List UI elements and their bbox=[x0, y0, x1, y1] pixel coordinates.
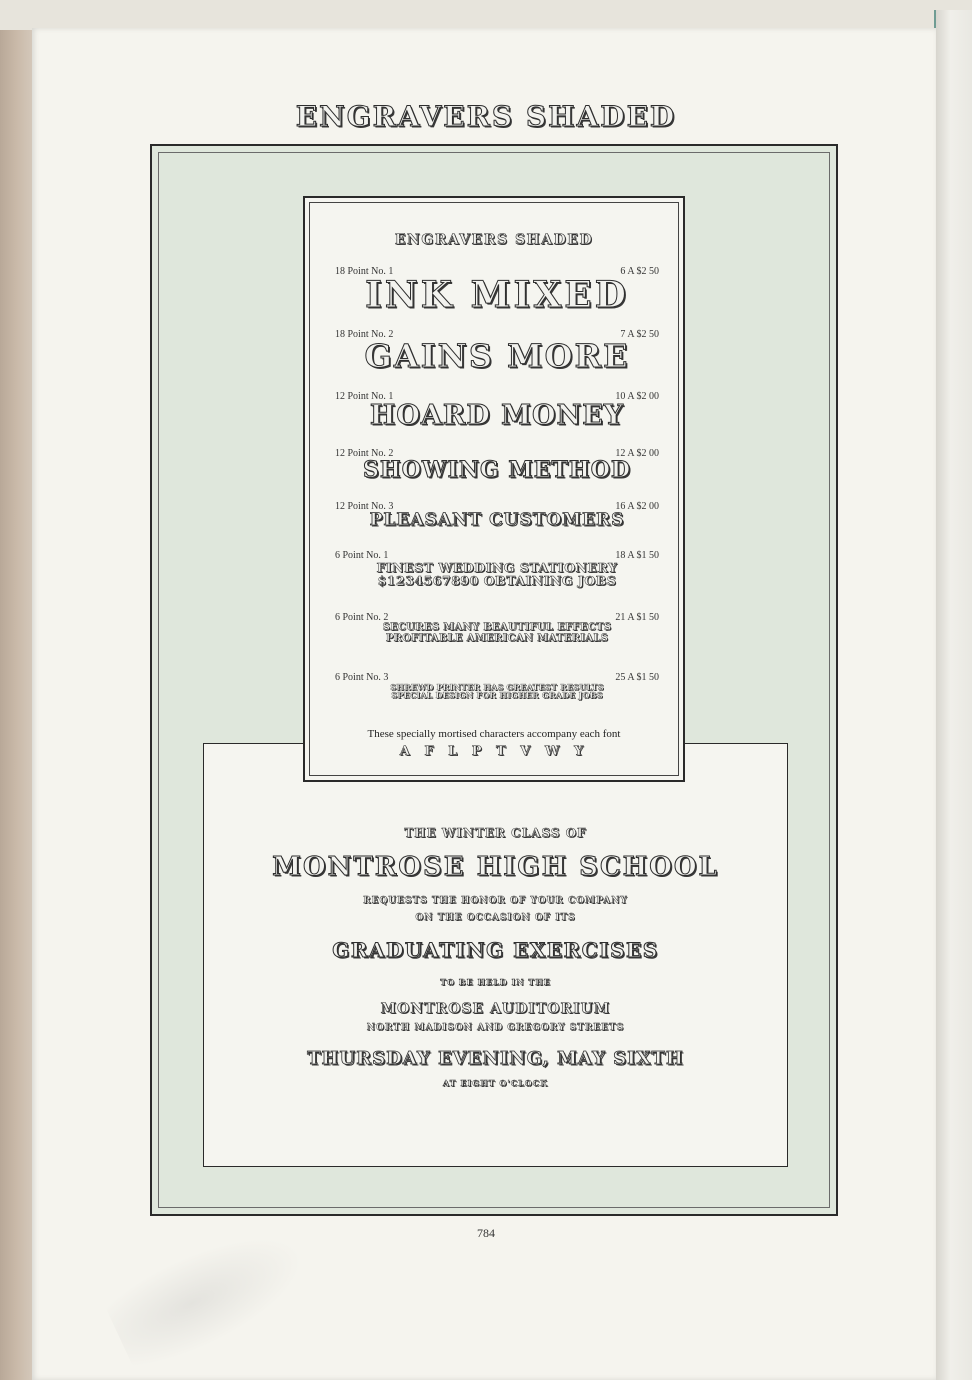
specimen-title: ENGRAVERS SHADED bbox=[394, 232, 594, 248]
specimen-sample: SHREWD PRINTER HAS GREATEST RESULTS bbox=[390, 682, 604, 692]
specimen-price: 21 A $1 50 bbox=[615, 612, 659, 623]
specimen-price: 18 A $1 50 bbox=[615, 550, 659, 561]
specimen-size: 18 Point No. 2 bbox=[335, 329, 394, 340]
specimen-size: 12 Point No. 3 bbox=[335, 501, 394, 512]
invitation-line-4: ON THE OCCASION OF ITS bbox=[415, 913, 576, 923]
specimen-entry bbox=[335, 612, 659, 644]
specimen-entry bbox=[335, 448, 659, 482]
specimen-entry bbox=[335, 672, 659, 700]
type-specimen-card bbox=[303, 196, 685, 782]
specimen-size: 6 Point No. 2 bbox=[335, 612, 389, 623]
invitation-address: NORTH MADISON AND GREGORY STREETS bbox=[366, 1023, 625, 1033]
page-title: ENGRAVERS SHADED bbox=[295, 100, 677, 133]
invitation-date: THURSDAY EVENING, MAY SIXTH bbox=[307, 1048, 684, 1069]
specimen-entry bbox=[335, 391, 659, 430]
specimen-sample: SECURES MANY BEAUTIFUL EFFECTS bbox=[382, 622, 612, 633]
specimen-entry bbox=[335, 329, 659, 374]
specimen-price: 7 A $2 50 bbox=[620, 329, 659, 340]
specimen-entry bbox=[335, 266, 659, 315]
specimen-sample: $1234567890 OBTAINING JOBS bbox=[377, 573, 617, 589]
specimen-price: 6 A $2 50 bbox=[620, 266, 659, 277]
invitation-line-1: THE WINTER CLASS OF bbox=[404, 826, 587, 840]
specimen-sample: SPECIAL DESIGN FOR HIGHER GRADE JOBS bbox=[391, 690, 603, 701]
specimen-sample: GAINS MORE bbox=[364, 337, 630, 375]
invitation-event-title: GRADUATING EXERCISES bbox=[332, 938, 659, 962]
adjacent-page-edge bbox=[934, 10, 972, 1380]
invitation-card bbox=[203, 743, 788, 1167]
specimen-sample: HOARD MONEY bbox=[369, 400, 625, 431]
specimen-size: 12 Point No. 2 bbox=[335, 448, 394, 459]
specimen-price: 16 A $2 00 bbox=[615, 501, 659, 512]
invitation-venue: MONTROSE AUDITORIUM bbox=[380, 1001, 611, 1017]
invitation-school-name: MONTROSE HIGH SCHOOL bbox=[272, 852, 719, 882]
specimen-sample: FINEST WEDDING STATIONERY bbox=[376, 560, 618, 575]
specimen-price: 10 A $2 00 bbox=[615, 391, 659, 402]
page-number: 784 bbox=[477, 1226, 495, 1240]
specimen-footnote: These specially mortised characters accompany each font bbox=[367, 728, 621, 740]
specimen-price: 25 A $1 50 bbox=[615, 672, 659, 683]
specimen-price: 12 A $2 00 bbox=[615, 448, 659, 459]
invitation-line-6: TO BE HELD IN THE bbox=[440, 977, 551, 987]
specimen-sample: SHOWING METHOD bbox=[363, 457, 631, 483]
specimen-sample: PROFITABLE AMERICAN MATERIALS bbox=[385, 632, 609, 644]
specimen-size: 18 Point No. 1 bbox=[335, 266, 394, 277]
specimen-sample: PLEASANT CUSTOMERS bbox=[369, 510, 625, 530]
specimen-size: 6 Point No. 3 bbox=[335, 672, 389, 683]
mortised-characters: A F L P T V W Y bbox=[399, 744, 589, 759]
specimen-size: 12 Point No. 1 bbox=[335, 391, 394, 402]
invitation-time: AT EIGHT O'CLOCK bbox=[442, 1078, 549, 1088]
invitation-line-3: REQUESTS THE HONOR OF YOUR COMPANY bbox=[363, 896, 628, 906]
specimen-size: 6 Point No. 1 bbox=[335, 550, 389, 561]
specimen-entry bbox=[335, 501, 659, 530]
specimen-entry bbox=[335, 550, 659, 587]
specimen-sample: INK MIXED bbox=[365, 274, 629, 316]
